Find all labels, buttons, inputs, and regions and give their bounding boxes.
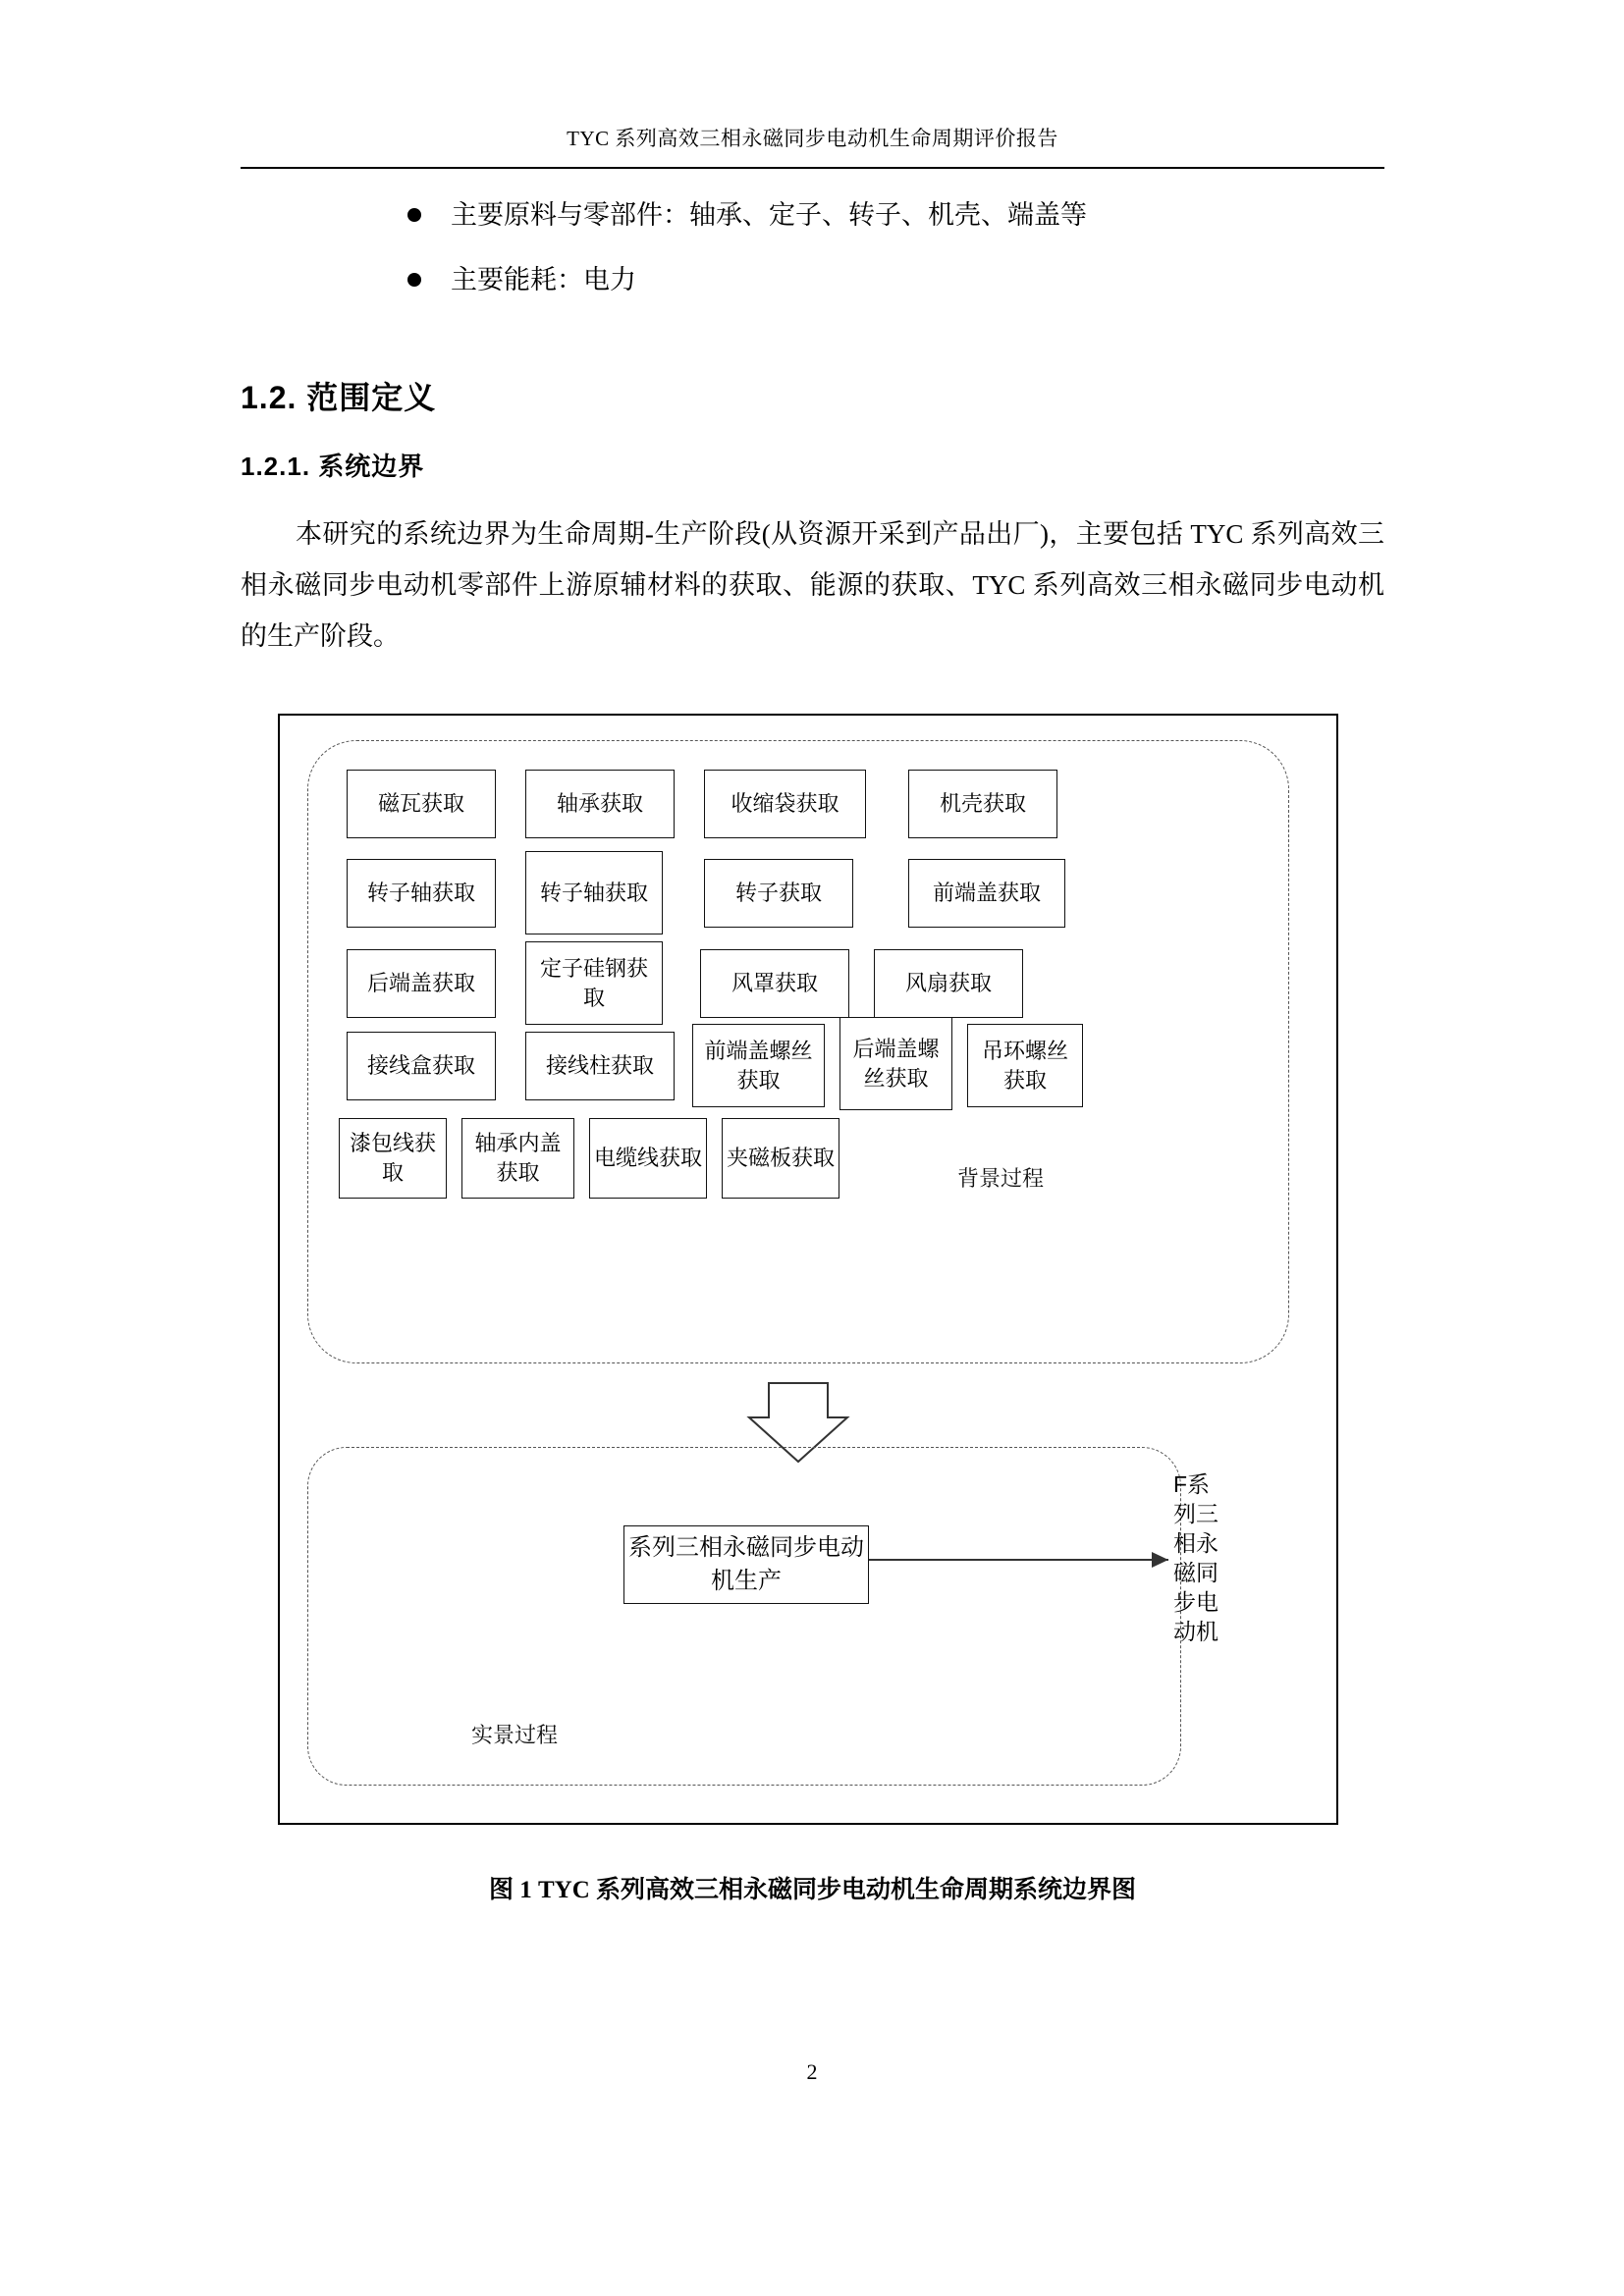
body-paragraph: 本研究的系统边界为生命周期-生产阶段(从资源开采到产品出厂)，主要包括 TYC 系列高效三相永磁同步电动机零部件上游原辅材料的获取、能源的获取、TYC 系列高效三相永磁同步电动机的生产阶段。 [241, 519, 1384, 651]
list-item [407, 261, 1389, 298]
output-product-label: F系列三相永磁同步电动机 [1173, 1471, 1218, 1644]
bullet-text: 主要能耗：电力 [451, 265, 636, 294]
section-heading-1-2-1: 1.2.1. 系统边界 [241, 452, 425, 481]
process-node: 磁瓦获取 [347, 770, 496, 838]
section-heading-1-2: 1.2. 范围定义 [241, 380, 437, 415]
process-node: 机壳获取 [908, 770, 1057, 838]
header-divider [241, 167, 1384, 169]
process-node: 前端盖获取 [908, 859, 1065, 928]
background-process-label: 背景过程 [957, 1166, 1045, 1191]
process-node: 前端盖螺丝获取 [692, 1024, 825, 1107]
process-node: 接线盒获取 [347, 1032, 496, 1100]
bullet-dot-icon [407, 273, 421, 287]
running-header: TYC 系列高效三相永磁同步电动机生命周期评价报告 [567, 127, 1058, 150]
process-node: 接线柱获取 [525, 1032, 675, 1100]
production-process-node: 系列三相永磁同步电动机生产 [623, 1525, 869, 1604]
page-number: 2 [806, 2059, 818, 2084]
process-node: 漆包线获取 [339, 1118, 447, 1199]
process-node: 后端盖螺丝获取 [839, 1017, 952, 1110]
process-node: 转子轴获取 [347, 859, 496, 928]
process-node: 风扇获取 [874, 949, 1023, 1018]
figure-caption: 图 1 TYC 系列高效三相永磁同步电动机生命周期系统边界图 [488, 1877, 1137, 1903]
process-node: 转子轴获取 [525, 851, 663, 934]
process-node: 收缩袋获取 [704, 770, 866, 838]
list-item [407, 196, 1389, 234]
process-node: 电缆线获取 [589, 1118, 707, 1199]
process-node: 后端盖获取 [347, 949, 496, 1018]
process-node: 轴承内盖获取 [461, 1118, 574, 1199]
process-node: 转子获取 [704, 859, 853, 928]
foreground-process-group [307, 1447, 1181, 1786]
foreground-process-label: 实景过程 [471, 1723, 559, 1747]
system-boundary-figure [278, 714, 1338, 1825]
process-node: 吊环螺丝获取 [967, 1024, 1083, 1107]
process-node: 定子硅钢获取 [525, 941, 663, 1025]
process-node: 夹磁板获取 [722, 1118, 839, 1199]
process-node: 轴承获取 [525, 770, 675, 838]
bullet-dot-icon [407, 208, 421, 222]
process-node: 风罩获取 [700, 949, 849, 1018]
bullet-list [407, 196, 1389, 326]
bullet-text: 主要原料与零部件：轴承、定子、转子、机壳、端盖等 [451, 200, 1087, 230]
